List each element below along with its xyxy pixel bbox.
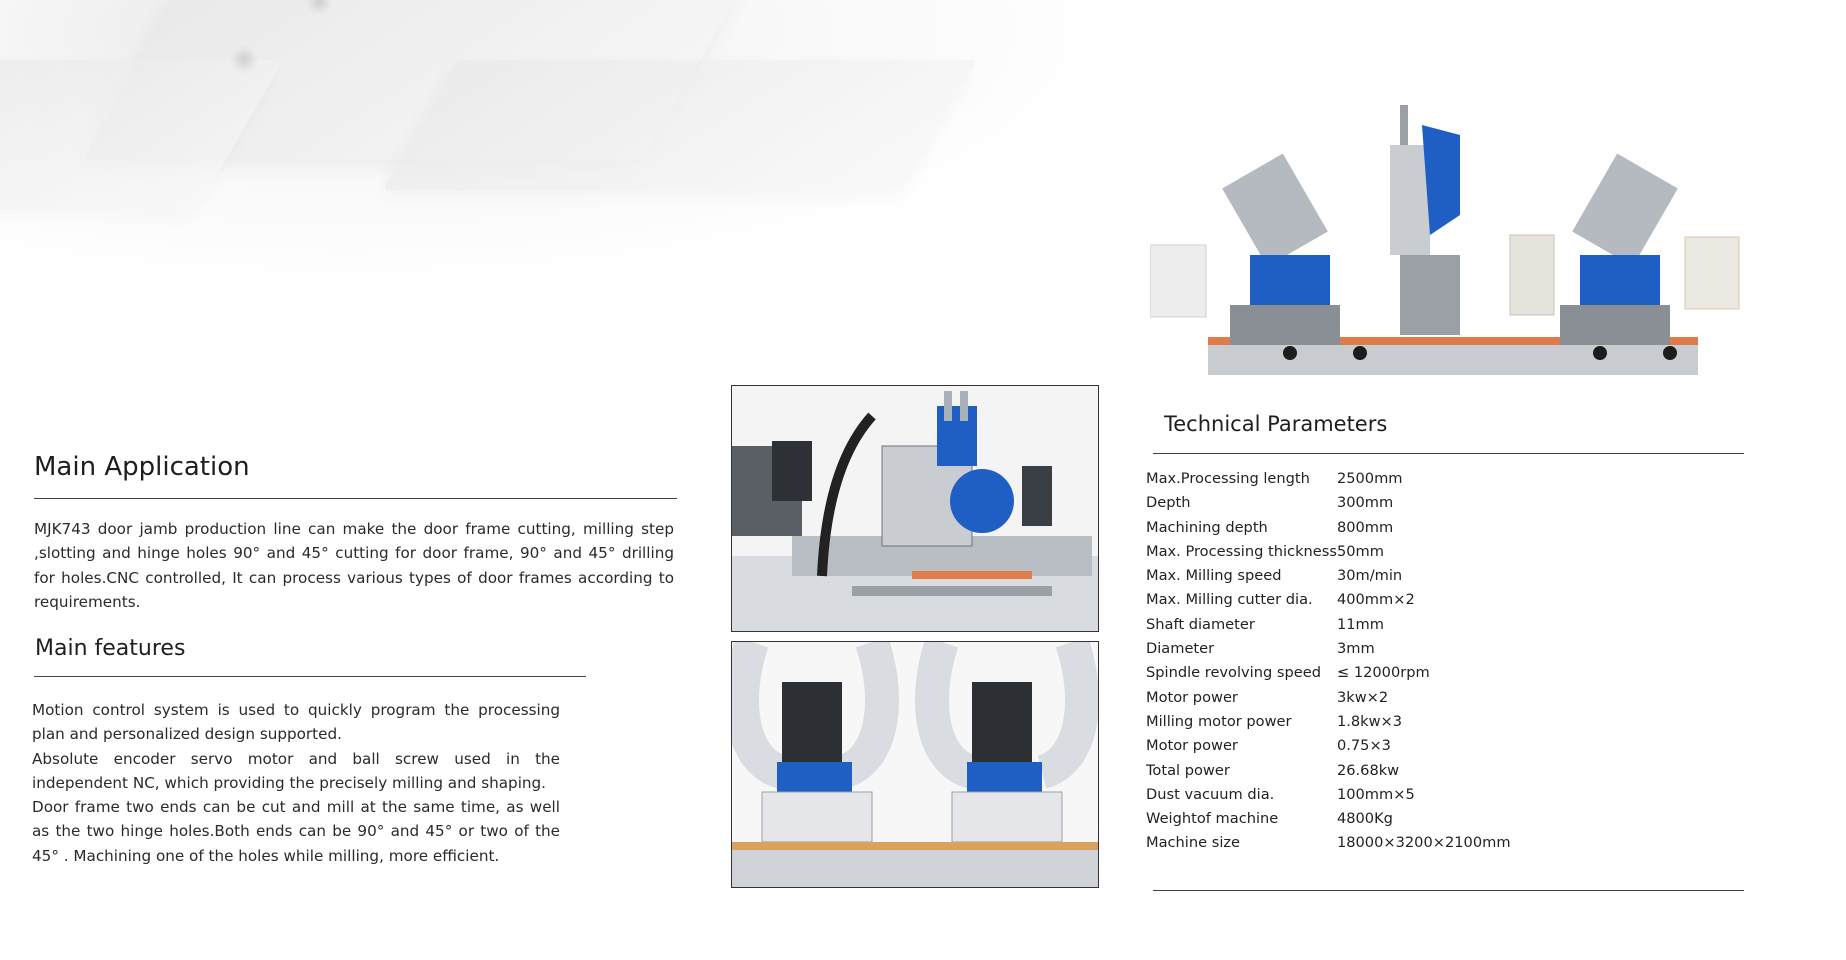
technical-parameters-divider-bottom xyxy=(1153,890,1744,891)
machine-head-photo xyxy=(731,385,1099,632)
parameter-label: Total power xyxy=(1146,761,1230,779)
parameter-label: Max. Milling speed xyxy=(1146,567,1282,585)
parameter-value: 300mm xyxy=(1336,494,1394,512)
parameter-row xyxy=(1146,637,1511,661)
parameter-label: Machine size xyxy=(1146,834,1241,852)
parameter-label: Motor power xyxy=(1146,737,1238,755)
main-application-title: Main Application xyxy=(34,452,250,482)
parameter-label: Machining depth xyxy=(1146,518,1268,536)
parameter-value: 2500mm xyxy=(1336,470,1403,487)
main-application-text: MJK743 door jamb production line can make the door frame cutting, milling step ,slotting and hinge holes 90° and 45° cutting for door frame, 90° and 45° drilling for holes.CNC controlled, It can process various types of door frames according to requirements. xyxy=(34,520,674,611)
parameter-label: Shaft diameter xyxy=(1146,615,1255,633)
parameter-label: Max. Processing thickness xyxy=(1146,542,1337,560)
parameter-value: 100mm×5 xyxy=(1336,785,1415,803)
parameter-label: Diameter xyxy=(1146,640,1215,658)
parameter-label: Motor power xyxy=(1146,688,1238,706)
main-features-text xyxy=(32,698,560,868)
machine-composite-image xyxy=(1150,105,1750,375)
parameter-value: 18000×3200×2100mm xyxy=(1336,834,1511,852)
machine-composite-illustration xyxy=(1150,105,1750,375)
parameter-row xyxy=(1146,710,1511,734)
parameter-value: 800mm xyxy=(1336,518,1394,536)
parameter-value: 26.68kw xyxy=(1336,761,1400,779)
parameter-row xyxy=(1146,516,1511,540)
parameter-value: 3mm xyxy=(1336,640,1375,658)
parameter-label: Depth xyxy=(1146,494,1191,512)
parameter-value: 50mm xyxy=(1336,542,1384,560)
parameter-row xyxy=(1146,467,1511,491)
parameter-row xyxy=(1146,540,1511,564)
machine-head-illustration xyxy=(732,386,1098,631)
parameter-label: Milling motor power xyxy=(1146,712,1292,730)
parameter-row xyxy=(1146,807,1511,831)
parameter-value: 0.75×3 xyxy=(1336,737,1391,755)
feature-item: Motion control system is used to quickly program the processing plan and personalized design supported. xyxy=(32,701,560,744)
technical-parameters-table xyxy=(1146,467,1511,856)
parameter-row xyxy=(1146,613,1511,637)
technical-parameters-title: Technical Parameters xyxy=(1164,412,1388,436)
parameter-label: Dust vacuum dia. xyxy=(1146,785,1275,803)
feature-item: Absolute encoder servo motor and ball screw used in the independent NC, which providing the precisely milling and shaping. xyxy=(32,749,560,792)
main-application-divider xyxy=(34,498,677,499)
parameter-row xyxy=(1146,588,1511,612)
parameter-row xyxy=(1146,759,1511,783)
parameter-row xyxy=(1146,661,1511,685)
parameter-row xyxy=(1146,831,1511,855)
technical-parameters-divider-top xyxy=(1153,453,1744,454)
main-features-title: Main features xyxy=(35,636,186,661)
dust-hose-photo xyxy=(731,641,1099,888)
main-features-divider xyxy=(34,676,586,677)
parameter-row xyxy=(1146,686,1511,710)
parameter-value: 4800Kg xyxy=(1336,810,1393,828)
parameter-row xyxy=(1146,491,1511,515)
parameter-value: 400mm×2 xyxy=(1336,591,1415,609)
parameter-row xyxy=(1146,734,1511,758)
parameter-label: Spindle revolving speed xyxy=(1146,664,1321,682)
parameter-label: Max.Processing length xyxy=(1146,470,1310,487)
feature-item: Door frame two ends can be cut and mill at the same time, as well as the two hinge holes.Both ends can be 90° and 45° or two of the 45° . Machining one of the holes while milling, more efficient. xyxy=(32,798,560,865)
parameter-value: 1.8kw×3 xyxy=(1336,712,1403,730)
dust-hose-illustration xyxy=(732,642,1098,887)
background-machine-graphic xyxy=(0,0,1160,300)
parameter-value: 30m/min xyxy=(1336,567,1403,585)
parameter-value: 11mm xyxy=(1336,615,1384,633)
parameter-label: Max. Milling cutter dia. xyxy=(1146,591,1313,609)
parameter-row xyxy=(1146,564,1511,588)
parameter-label: Weightof machine xyxy=(1146,810,1279,828)
parameter-row xyxy=(1146,783,1511,807)
parameter-value: ≤ 12000rpm xyxy=(1336,664,1430,682)
parameter-value: 3kw×2 xyxy=(1336,688,1389,706)
